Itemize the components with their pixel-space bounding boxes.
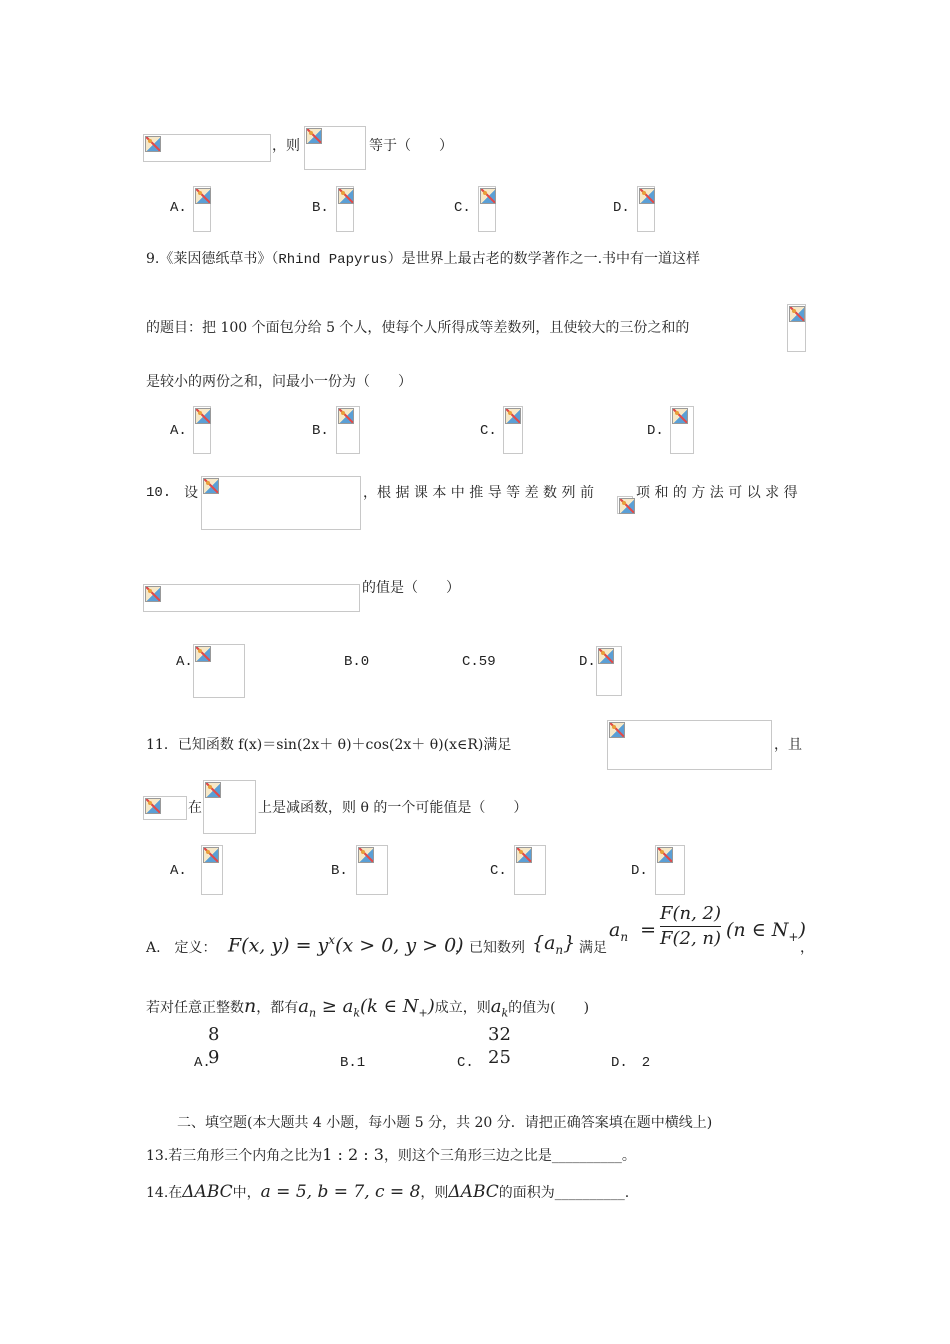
q12-seq-sub: n <box>555 942 564 957</box>
formula-image-q11-condition <box>607 720 772 770</box>
q12-an-cond-close: ) <box>798 919 806 941</box>
q12-line2 <box>146 997 589 1019</box>
q11-option-a-label: A. <box>170 863 187 879</box>
q10-option-d-label: D. <box>579 654 596 670</box>
q12-l2-ineq-cond: (k ∈ N <box>360 996 419 1017</box>
q12-sequence <box>532 934 575 956</box>
q11-option-a-image <box>201 845 223 895</box>
q14-then: ，则 <box>420 1185 449 1201</box>
q12-an-cond-sub: + <box>788 929 799 944</box>
q14-line <box>146 1184 629 1201</box>
q9-line1-english: Rhind Papyrus <box>278 252 388 268</box>
q10-option-b: B.0 <box>344 654 370 670</box>
q12-l2-ineq-k: k <box>353 1006 361 1020</box>
q13-pre: 13.若三角形三个内角之比为 <box>146 1148 323 1164</box>
q12-option-a-fraction <box>208 1026 219 1067</box>
q12-option-b: B.1 <box>340 1055 366 1071</box>
q8-option-c-label: C. <box>454 200 471 216</box>
q10-number: 10. <box>146 485 172 501</box>
q12-seq-open: {a <box>532 932 556 954</box>
q14-triangle-2: ΔABC <box>448 1182 499 1202</box>
q12-satisfy-text: 满足 <box>579 940 607 956</box>
q12-l2-pre: 若对任意正整数 <box>146 1000 244 1016</box>
formula-image-q9-fraction <box>787 304 806 352</box>
q12-c-den: 25 <box>488 1047 511 1068</box>
q13-post: ，则这个三角形三边之比是__________。 <box>383 1148 636 1164</box>
q8-option-d-image <box>637 186 655 232</box>
q12-f-cond: (x > 0, y > 0) <box>335 934 464 957</box>
q12-an-n: n <box>620 929 629 944</box>
q10-option-d-image <box>596 646 622 696</box>
q14-values: a = 5, b = 7, c = 8 <box>260 1182 421 1202</box>
q8-option-b-label: B. <box>312 200 329 216</box>
q12-l2-ak-k: k <box>501 1006 509 1020</box>
q8-option-a-image <box>193 186 211 232</box>
q12-an-lhs <box>609 921 656 943</box>
q12-option-c-fraction <box>488 1026 511 1067</box>
q14-post: 的面积为__________. <box>498 1185 630 1201</box>
q12-l2-inequality <box>298 996 435 1020</box>
q11-option-d-label: D. <box>631 863 648 879</box>
q8-equals-text: 等于（ ） <box>369 138 453 154</box>
q9-option-a-label: A. <box>170 423 187 439</box>
q12-frac-num: F(n, 2) <box>660 903 722 924</box>
q9-option-d-label: D. <box>647 423 664 439</box>
q12-frac-den: F(2, n) <box>660 928 722 949</box>
q10-let-text: 设 <box>184 485 198 501</box>
q12-an-eq: = <box>640 919 657 941</box>
formula-image-q11-f <box>143 796 187 820</box>
q11-option-c-label: C. <box>490 863 507 879</box>
q9-line1-post: ）是世界上最古老的数学著作之一.书中有一道这样 <box>387 251 701 267</box>
q9-option-a-image <box>193 406 211 454</box>
q8-option-d-label: D. <box>613 200 630 216</box>
q8-option-c-image <box>478 186 496 232</box>
q12-an-cond: (n ∈ N <box>726 919 789 941</box>
q12-an-fraction <box>660 905 721 948</box>
q9-line2: 的题目：把 100 个面包分给 5 个人，使每个人所得成等差数列，且使较大的三份之和的 <box>146 320 690 336</box>
q12-option-c-label: C. <box>457 1055 474 1071</box>
q12-label: A. 定义： <box>146 940 217 956</box>
q11-option-d-image <box>655 845 685 895</box>
q12-f-exp: x <box>328 933 336 947</box>
q12-l2-ak-a: a <box>490 996 502 1017</box>
q9-option-d-image <box>670 406 694 454</box>
q8-then-text: ，则 <box>272 138 300 154</box>
q12-c-num: 32 <box>488 1024 511 1045</box>
q12-l2-ineq-a: a <box>298 996 309 1017</box>
q14-triangle: ΔABC <box>182 1182 233 1202</box>
q14-mid: 中， <box>232 1185 261 1201</box>
q12-f-def: F(x, y) = y <box>228 934 329 957</box>
formula-image-q8-expression <box>304 126 366 170</box>
q8-option-b-image <box>336 186 354 232</box>
q12-l2-end: 的值为( ) <box>508 1000 590 1016</box>
formula-image-q10-sum <box>143 584 360 612</box>
section2-title: 二、填空题(本大题共 4 小题，每小题 5 分，共 20 分．请把正确答案填在题中横线上) <box>177 1115 713 1131</box>
formula-image-q11-interval <box>203 780 256 834</box>
q12-l2-ineq-close: ) <box>427 996 435 1017</box>
q12-trailing-comma: ， <box>800 940 814 956</box>
q12-option-d: D. 2 <box>611 1055 651 1071</box>
q14-pre: 14.在 <box>146 1185 183 1201</box>
q11-line2-text: 上是减函数，则 θ 的一个可能值是（ ） <box>258 800 528 816</box>
q9-option-c-image <box>503 406 523 454</box>
q12-l2-ineq-ge: ≥ a <box>316 996 354 1017</box>
q12-l2-ineq-n: n <box>308 1006 317 1020</box>
q12-l2-n: n <box>244 995 257 1017</box>
q12-l2-ineq-plus: + <box>418 1006 428 1020</box>
q12-a-den: 9 <box>208 1047 220 1068</box>
q12-option-a-label: A. <box>194 1055 211 1071</box>
q10-value-text: 的值是（ ） <box>362 580 460 596</box>
q12-f-definition <box>228 934 464 955</box>
q10-option-a-image <box>193 644 245 698</box>
q12-l2-have: ，都有 <box>256 1000 299 1016</box>
q9-line1-pre: 9.《莱因德纸草书》（ <box>146 251 279 267</box>
q9-option-c-label: C. <box>480 423 497 439</box>
q12-a-num: 8 <box>208 1024 220 1045</box>
q12-an-condition <box>726 921 806 943</box>
q10-middle-text: ，根 据 课 本 中 推 导 等 差 数 列 前 <box>363 485 594 501</box>
q11-option-b-label: B. <box>331 863 348 879</box>
q11-option-c-image <box>514 845 546 895</box>
formula-image-q10-function <box>201 476 361 530</box>
formula-image-q10-n <box>617 496 633 514</box>
q12-an-a: a <box>609 919 621 941</box>
formula-image-q8-condition <box>143 134 271 162</box>
q10-end-text: 项 和 的 方 法 可 以 求 得 <box>636 485 798 501</box>
q12-l2-holds: 成立，则 <box>434 1000 491 1016</box>
q9-option-b-image <box>336 406 360 454</box>
q13-line <box>146 1147 636 1163</box>
q8-option-a-label: A. <box>170 200 187 216</box>
q13-ratio: 1 : 2 : 3 <box>322 1145 384 1164</box>
q12-seq-close: } <box>563 932 576 954</box>
q9-line1 <box>146 252 700 267</box>
q11-option-b-image <box>356 845 388 895</box>
q10-option-a-label: A. <box>176 654 193 670</box>
q11-comma-and: ，且 <box>774 737 802 753</box>
q9-line3: 是较小的两份之和，问最小一份为（ ） <box>146 374 412 390</box>
q10-option-c: C.59 <box>462 654 496 670</box>
q11-line1: 11．已知函数 f(x)＝sin(2x＋ θ)＋cos(2x＋ θ)(x∈R)满足 <box>146 737 512 753</box>
q12-l2-ak <box>490 996 509 1020</box>
q11-in-text: 在 <box>188 800 202 816</box>
q9-option-b-label: B. <box>312 423 329 439</box>
q12-given-text: ，已知数列 <box>455 940 525 956</box>
